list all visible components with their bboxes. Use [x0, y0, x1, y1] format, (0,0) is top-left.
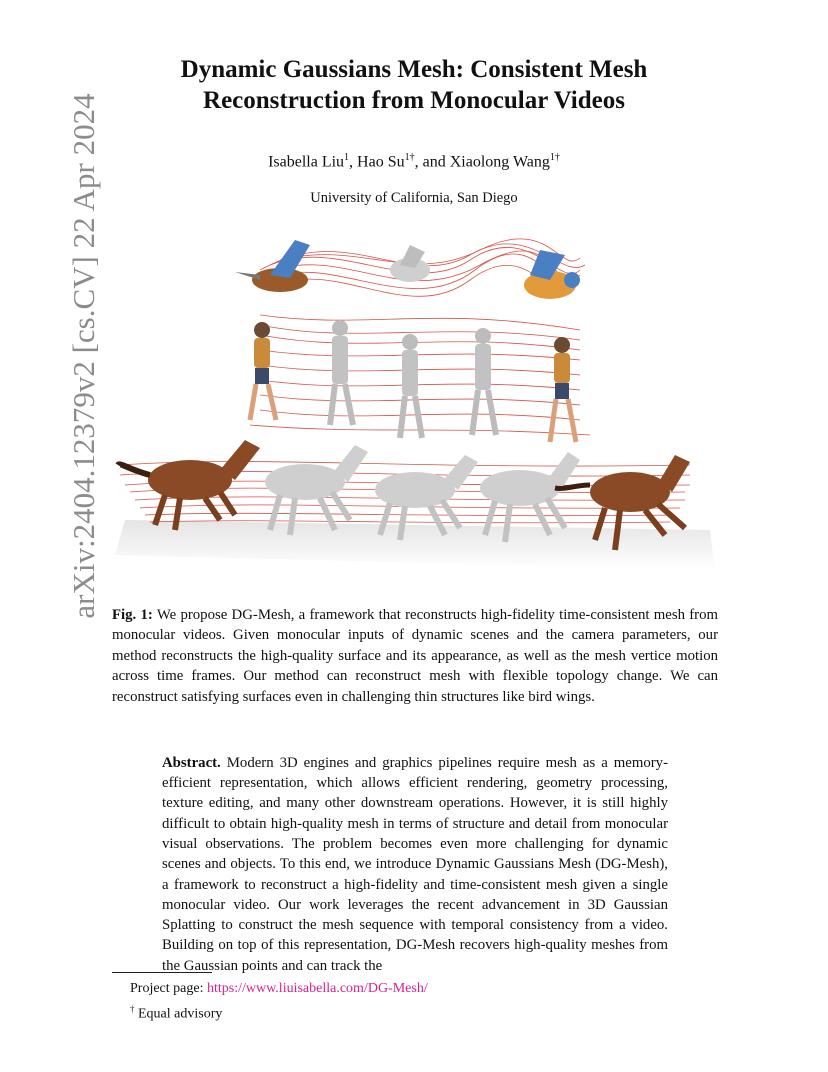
- bird-frames: [235, 240, 580, 299]
- project-page-label: Project page:: [130, 981, 207, 996]
- footnote-project-page: [130, 980, 428, 998]
- teaser-illustration: [110, 230, 720, 575]
- figure-label: Fig. 1:: [112, 606, 153, 623]
- dagger-mark: †: [130, 1004, 135, 1014]
- teaser-figure: [110, 230, 720, 575]
- abstract-label: Abstract.: [162, 754, 221, 771]
- author-separator: , and: [414, 153, 450, 171]
- ground-shadow: [115, 520, 715, 570]
- abstract: [162, 753, 668, 976]
- abstract-text: Modern 3D engines and graphics pipelines require mesh as a memory-efficient representation, which allows efficient rendering, geometry processing, texture editing, and many other downstream operations. However, it is still highly difficult to obtain high-quality mesh in terms of structure and detail from monocular visual observations. The problem becomes even more challenging for dynamic scenes and objects. To this end, we introduce Dynamic Gaussians Mesh (DG-Mesh), a framework to reconstruct a high-fidelity and time-consistent mesh given a single monocular video. Our work leverages the recent advancement in 3D Gaussian Splatting to construct the mesh sequence with temporal consistency from a video. Building on top of this representation, DG-Mesh recovers high-quality meshes from the Gaussian points and can track the: [162, 754, 668, 974]
- author-affiliation-mark: 1†: [404, 152, 415, 163]
- author-name: Hao Su: [357, 153, 405, 171]
- project-page-link[interactable]: https://www.liuisabella.com/DG-Mesh/: [206, 981, 428, 996]
- footnote-equal-advisory: [130, 1000, 222, 1024]
- equal-advisory-text: Equal advisory: [134, 1006, 223, 1022]
- paper-title: Dynamic Gaussians Mesh: Consistent Mesh Reconstruction from Monocular Videos: [180, 56, 648, 114]
- arxiv-stamp: arXiv:2404.12379v2 [cs.CV] 22 Apr 2024: [66, 93, 101, 619]
- author-name: Isabella Liu: [268, 153, 345, 171]
- author-list: [120, 152, 708, 171]
- author-name: Xiaolong Wang: [449, 153, 550, 171]
- author-affiliation-mark: 1: [344, 152, 350, 163]
- figure-caption: [112, 605, 718, 708]
- author-separator: ,: [349, 153, 358, 171]
- person-frames: [250, 320, 576, 442]
- affiliation: University of California, San Diego: [310, 190, 518, 206]
- footnote-rule: [112, 972, 212, 973]
- author-affiliation-mark: 1†: [549, 152, 560, 163]
- figure-caption-text: We propose DG-Mesh, a framework that reconstructs high-fidelity time-consistent mesh from monocular videos. Given monocular inputs of dynamic scenes and the camera parameters, our method reconstructs the high-quality surface and its appearance, as well as the mesh vertice motion across time frames. Our method can reconstruct mesh with flexible topology change. We can reconstruct satisfying surfaces even in challenging thin structures like bird wings.: [112, 606, 719, 705]
